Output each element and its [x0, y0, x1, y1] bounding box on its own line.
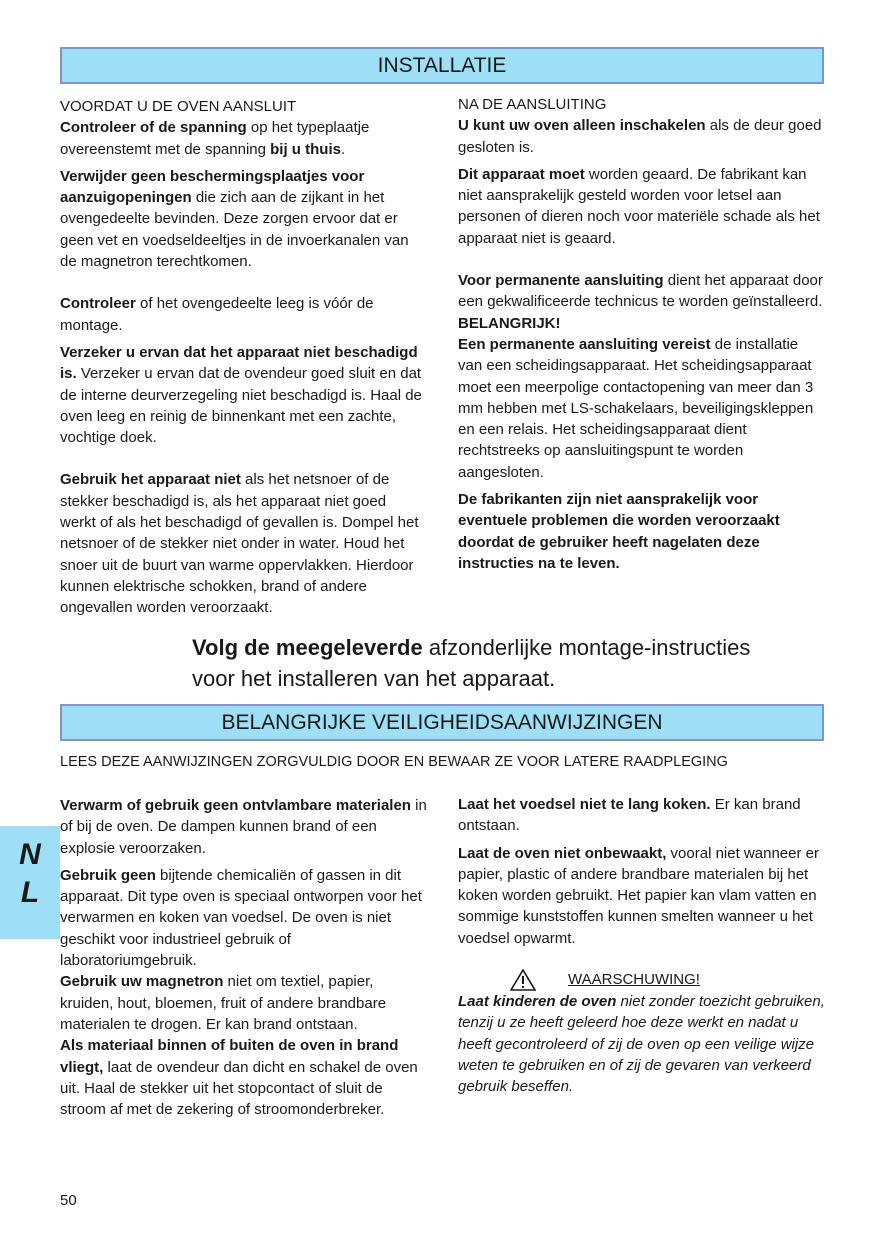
- paragraph: Laat het voedsel niet te lang koken. Er kan brand ontstaan.: [458, 796, 801, 835]
- paragraph: Een permanente aansluiting vereist de installatie van een scheidingsapparaat. Het scheidingsapparaat moet een meerpolige contactopening van meer dan 3 mm hebben met LS-schakelaars, beveiligingskleppen en een relais. Het scheidingsapparaat dient rechtstreeks op aansluitingspunt te worden aangesloten.: [458, 335, 814, 481]
- language-tab: [0, 826, 60, 939]
- warning-header: [458, 969, 826, 991]
- safety-title: BELANGRIJKE VEILIGHEIDSAANWIJZINGEN: [221, 711, 663, 734]
- paragraph: Controleer of de spanning op het typeplaatje overeenstemt met de spanning bij u thuis.: [60, 119, 370, 158]
- paragraph: Gebruik het apparaat niet als het netsnoer of de stekker beschadigd is, als het apparaat niet goed werkt of als het beschadigd of gevallen is. Dompel het netsnoer of de stekker niet onder in water. Houd het snoer uit de buurt van warme oppervlakken. Hierdoor kunnen elektrische schokken, brand of andere ongevallen worden veroorzaakt.: [60, 471, 419, 617]
- paragraph: Verzeker u ervan dat het apparaat niet beschadigd is. Verzeker u ervan dat de ovendeur goed sluit en dat de interne deurverzegeling niet beschadigd is. Haal de oven leeg en reinig de binnenkant met een zachte, vochtige doek.: [60, 343, 422, 447]
- paragraph: Als materiaal binnen of buiten de oven in brand vliegt, laat de ovendeur dan dicht en schakel de oven uit. Haal de stekker uit het stopcontact of sluit de stroom af met de zekering of stroomonderbreker.: [60, 1037, 418, 1119]
- paragraph: Verwijder geen beschermingsplaatjes voor aanzuigopeningen die zich aan de zijkant in het ovengedeelte bevinden. Deze zorgen ervoor dat er geen vet en voedseldeeltjes in de invoerkanalen van de magnetron terechtkomen.: [60, 167, 409, 271]
- page-number: 50: [60, 1192, 77, 1209]
- language-tab-letter: N: [19, 838, 41, 871]
- section-heading: NA DE AANSLUITING: [458, 96, 607, 113]
- safety-left-column: [60, 795, 430, 1120]
- safety-right-column: [458, 794, 826, 1098]
- paragraph: De fabrikanten zijn niet aansprakelijk voor eventuele problemen die worden veroorzaakt doordat de gebruiker heeft nagelaten deze instructies na te leven.: [458, 491, 780, 572]
- important-label: BELANGRIJK!: [458, 314, 561, 332]
- paragraph: Dit apparaat moet worden geaard. De fabrikant kan niet aansprakelijk gesteld worden voor letsel aan personen of dieren noch voor materiële schade als het apparaat niet is geaard.: [458, 165, 820, 247]
- installatie-title: INSTALLATIE: [377, 54, 507, 77]
- assembly-instructions-note: Volg de meegeleverde afzonderlijke montage-instructies voor het installeren van het apparaat.: [192, 635, 751, 691]
- section-heading: VOORDAT U DE OVEN AANSLUIT: [60, 98, 297, 115]
- warning-triangle-icon: [510, 969, 536, 991]
- read-instructions-notice: LEES DEZE AANWIJZINGEN ZORGVULDIG DOOR EN BEWAAR ZE VOOR LATERE RAADPLEGING: [60, 754, 728, 770]
- installatie-banner: [60, 47, 824, 84]
- paragraph: Controleer of het ovengedeelte leeg is vóór de montage.: [60, 295, 374, 334]
- paragraph: Gebruik uw magnetron niet om textiel, papier, kruiden, hout, bloemen, fruit of andere brandbare materialen te drogen. Er kan brand ontstaan.: [60, 973, 387, 1033]
- paragraph: Voor permanente aansluiting dient het apparaat door een gekwalificeerde technicus te worden geïnstalleerd.: [458, 272, 823, 311]
- paragraph: Gebruik geen bijtende chemicaliën of gassen in dit apparaat. Dit type oven is speciaal ontworpen voor het verwarmen en koken van voedsel. De oven is niet geschikt voor industrieel gebruik of laboratoriumgebruik.: [60, 866, 422, 970]
- paragraph: Verwarm of gebruik geen ontvlambare materialen in of bij de oven. De dampen kunnen brand of een explosie veroorzaken.: [60, 797, 427, 857]
- paragraph: Laat kinderen de oven niet zonder toezicht gebruiken, tenzij u ze heeft geleerd hoe deze werkt en nadat u heeft gecontroleerd of zij de oven op een veilige wijze weten te gebruiken en of zij de gevaren van verkeerd gebruik beseffen.: [458, 993, 825, 1096]
- paragraph: U kunt uw oven alleen inschakelen als de deur goed gesloten is.: [458, 117, 822, 156]
- installatie-right-column: [458, 94, 826, 574]
- language-tab-letter: L: [20, 876, 40, 909]
- safety-banner: [60, 704, 824, 741]
- installatie-left-column: [60, 96, 422, 619]
- paragraph: Laat de oven niet onbewaakt, vooral niet wanneer er papier, plastic of andere brandbare materialen bij het koken worden gebruikt. Het papier kan vlam vatten en sommige kunststoffen kunnen smelten wanneer u het voedsel opwarmt.: [458, 844, 819, 947]
- warning-title: WAARSCHUWING!: [568, 971, 700, 989]
